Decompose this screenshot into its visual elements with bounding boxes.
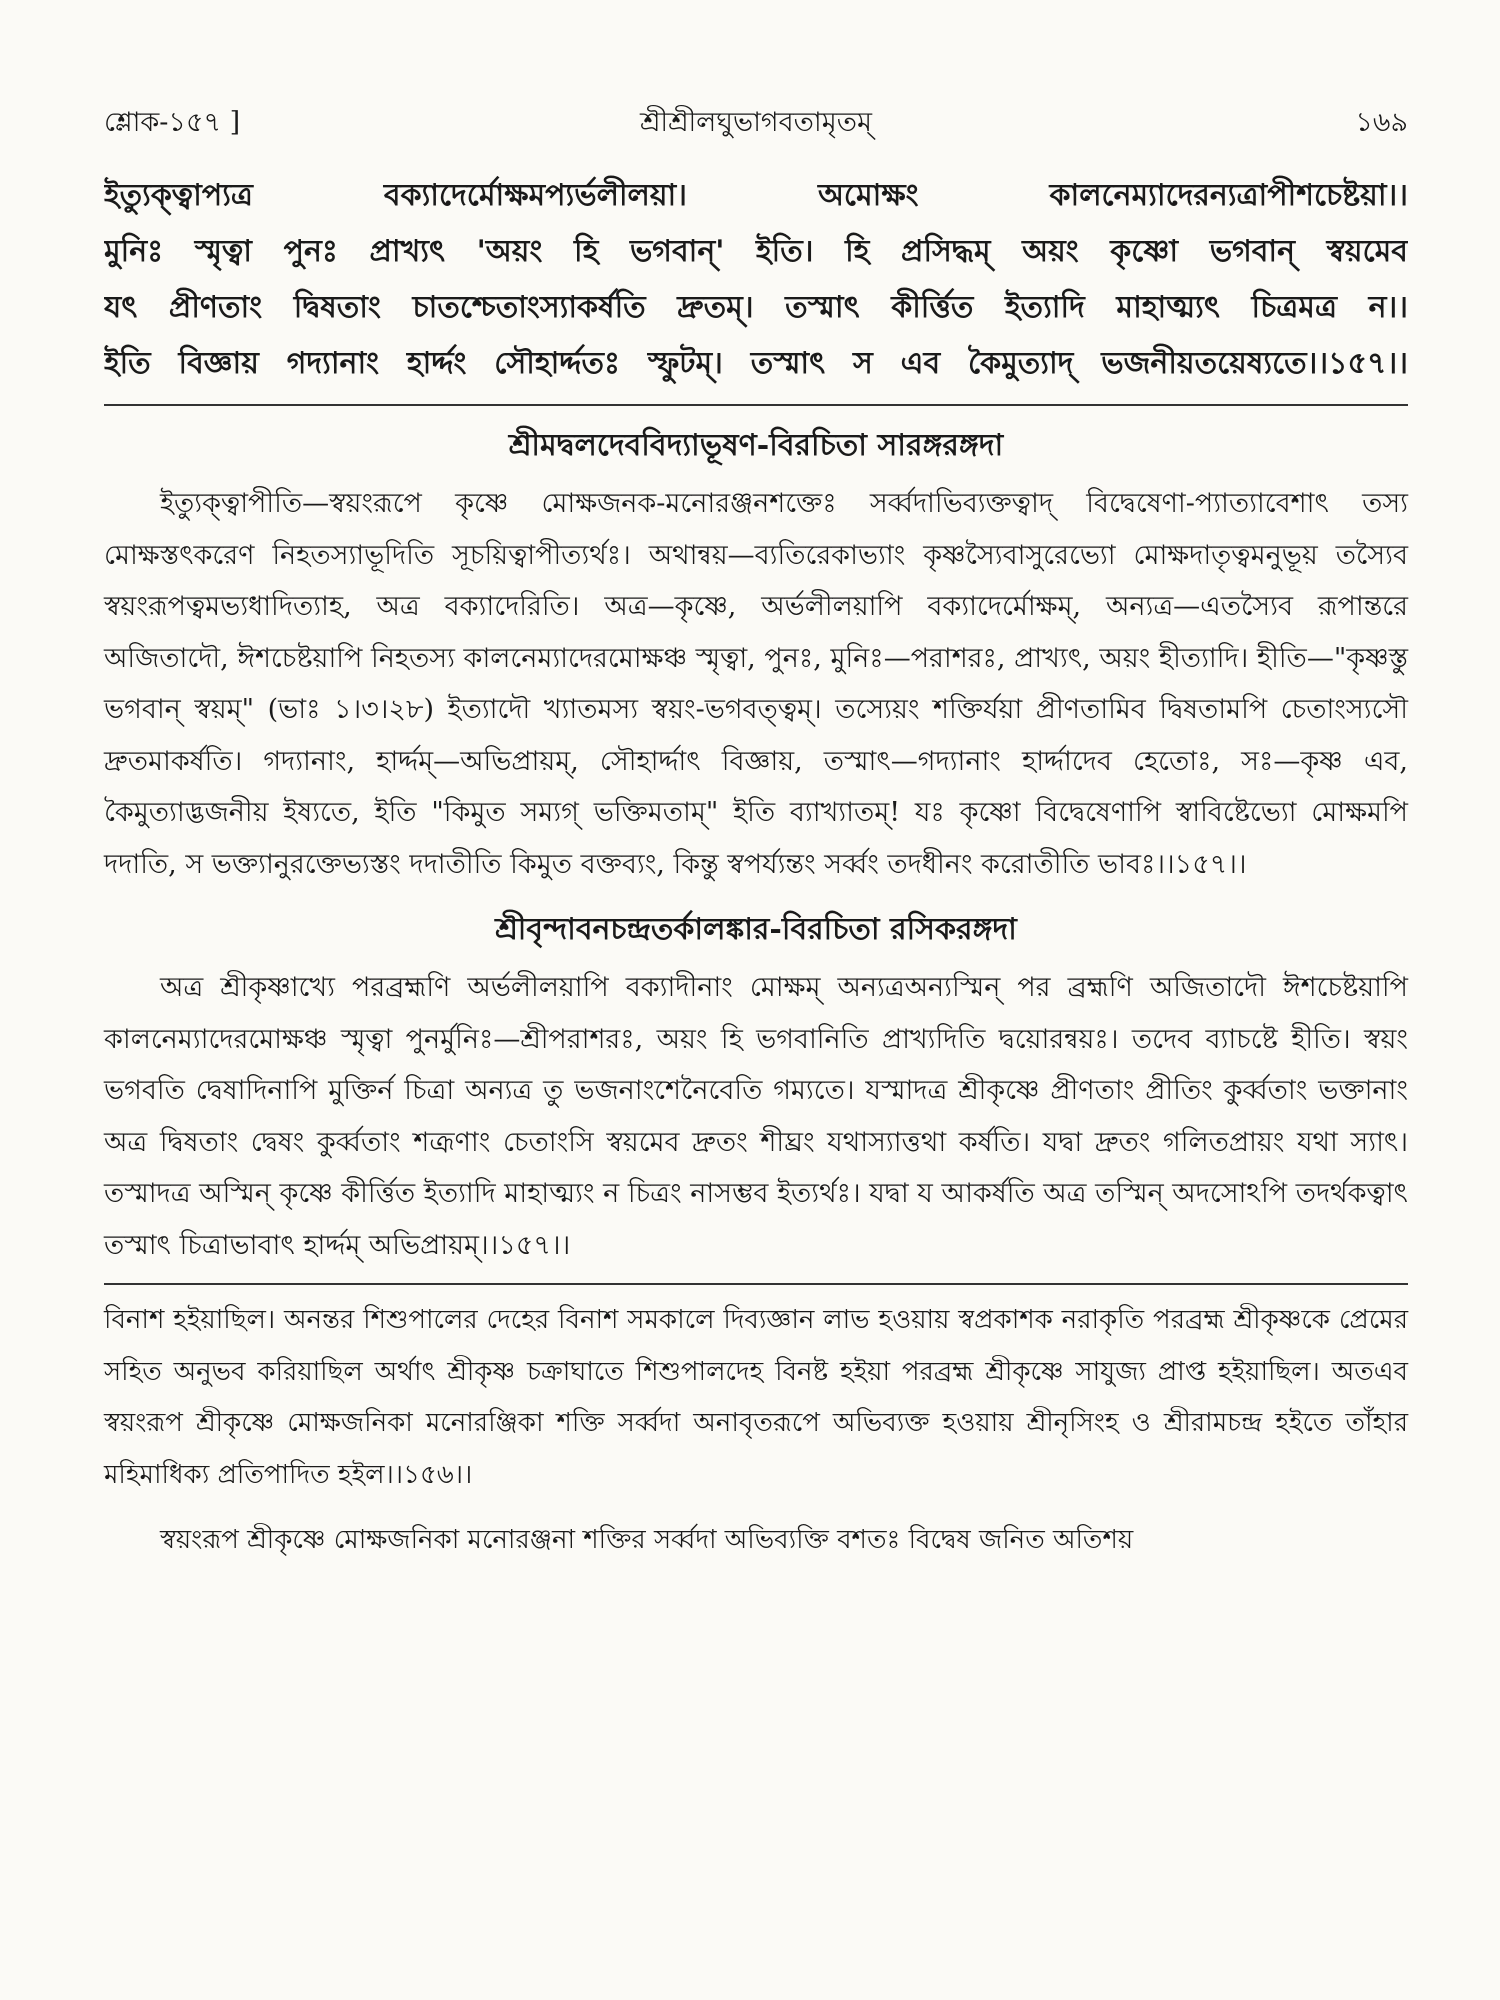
verse-line: যৎ প্রীণতাং দ্বিষতাং চাতশ্চেতাংস্যাকর্ষতি দ্রুতম্। তস্মাৎ কীর্ত্তিত ইত্যাদি মাহাত্ম্যৎ চিত্রমত্র ন।।	[104, 290, 1408, 325]
verse-line: ইত্যুক্ত্বাপ্যত্র বক্যাদের্মোক্ষমপ্যর্ভলীলয়া। অমোক্ষং কালনেম্যাদেরন্যত্রাপীশচেষ্টয়া।।	[104, 178, 1408, 213]
verse-line: মুনিঃ স্মৃত্বা পুনঃ প্রাখ্যৎ 'অয়ং হি ভগবান্' ইতি। হি প্রসিদ্ধম্ অয়ং কৃষ্ণো ভগবান্ স্বয়মেব	[104, 234, 1408, 269]
footnote-paragraph: স্বয়ংরূপ শ্রীকৃষ্ণে মোক্ষজনিকা মনোরঞ্জনা শক্তির সর্ব্বদা অভিব্যক্তি বশতঃ বিদ্বেষ জনিত অতিশয়	[160, 1525, 1134, 1555]
verse-line: ইতি বিজ্ঞায় গদ্যানাং হার্দ্দং সৌহার্দ্দতঃ স্ফুটম্। তস্মাৎ স এব কৈমুত্যাদ্ ভজনীয়তয়েষ্যতে।।১৫৭।।	[104, 346, 1408, 381]
commentary-heading: শ্রীমদ্বলদেববিদ্যাভূষণ-বিরচিতা সারঙ্গরঙ্গদা	[508, 428, 1004, 463]
verse-block	[104, 168, 1408, 392]
footnote-paragraph: বিনাশ হইয়াছিল। অনন্তর শিশুপালের দেহের বিনাশ সমকালে দিব্যজ্ঞান লাভ হওয়ায় স্বপ্রকাশক নরাকৃতি পরব্রহ্ম শ্রীকৃষ্ণকে প্রেমের সহিত অনুভব করিয়াছিল অর্থাৎ শ্রীকৃষ্ণ চক্রাঘাতে শিশুপালদেহ বিনষ্ট হইয়া পরব্রহ্ম শ্রীকৃষ্ণে সাযুজ্য প্রাপ্ত হইয়াছিল। অতএব স্বয়ংরূপ শ্রীকৃষ্ণে মোক্ষজনিকা মনোরঞ্জিকা শক্তি সর্ব্বদা অনাবৃতরূপে অভিব্যক্ত হওয়ায় শ্রীনৃসিংহ ও শ্রীরামচন্দ্র হইতে তাঁহার মহিমাধিক্য প্রতিপাদিত হইল।।১৫৬।।	[104, 1305, 1408, 1490]
commentary-text: ইত্যুক্ত্বাপীতি—স্বয়ংরূপে কৃষ্ণে মোক্ষজনক-মনোরঞ্জনশক্তেঃ সর্ব্বদাভিব্যক্তত্বাদ্ বিদ্বেষেণা-প্যাত্যাবেশাৎ তস্য মোক্ষস্তৎকরেণ নিহতস্যাভূদিতি সূচয়িত্বাপীত্যর্থঃ। অথান্বয়—ব্যতিরেকাভ্যাং কৃষ্ণস্যৈবাসুরেভ্যো মোক্ষদাতৃত্বমনুভূয় তস্যৈব স্বয়ংরূপত্বমভ্যধাদিত্যাহ, অত্র বক্যাদেরিতি। অত্র—কৃষ্ণে, অর্ভলীলয়াপি বক্যাদের্মোক্ষম্, অন্যত্র—এতস্যৈব রূপান্তরে অজিতাদৌ, ঈশচেষ্টয়াপি নিহতস্য কালনেম্যাদেরমোক্ষঞ্চ স্মৃত্বা, পুনঃ, মুনিঃ—পরাশরঃ, প্রাখ্যৎ, অয়ং হীত্যাদি। হীতি—"কৃষ্ণস্তু ভগবান্ স্বয়ম্" (ভাঃ ১।৩।২৮) ইত্যাদৌ খ্যাতমস্য স্বয়ং-ভগবত্ত্বম্। তস্যেয়ং শক্তির্যয়া প্রীণতামিব দ্বিষতামপি চেতাংস্যসৌ দ্রুতমাকর্ষতি। গদ্যানাং, হার্দ্দম্—অভিপ্রায়ম্, সৌহার্দ্দাৎ বিজ্ঞায়, তস্মাৎ—গদ্যানাং হার্দ্দাদেব হেতোঃ, সঃ—কৃষ্ণ এব, কৈমুত্যাদ্ভজনীয় ইষ্যতে, ইতি "কিমুত সম্যগ্ ভক্তিমতাম্" ইতি ব্যাখ্যাতম্! যঃ কৃষ্ণো বিদ্বেষেণাপি স্বাবিষ্টেভ্যো মোক্ষমপি দদাতি, স ভক্ত্যানুরক্তেভ্যস্তং দদাতীতি কিমুত বক্তব্যং, কিন্তু স্বপর্য্যন্তং সর্ব্বং তদধীনং করোতীতি ভাবঃ।।১৫৭।।	[104, 488, 1408, 880]
divider	[104, 404, 1408, 406]
book-title: শ্রীশ্রীলঘুভাগবতামৃতম্	[640, 107, 872, 138]
commentary-heading: শ্রীবৃন্দাবনচন্দ্রতর্কালঙ্কার-বিরচিতা রসিকরঙ্গদা	[495, 912, 1017, 947]
commentary-rasika-rangada	[104, 906, 1408, 1271]
commentary-saranga-rangada	[104, 422, 1408, 890]
translation-footnote	[104, 1295, 1408, 1565]
page-number: ১৬৯	[1355, 107, 1408, 138]
commentary-text: অত্র শ্রীকৃষ্ণাখ্যে পরব্রহ্মণি অর্ভলীলয়াপি বক্যাদীনাং মোক্ষম্ অন্যত্রঅন্যস্মিন্ পর ব্রহ্মণি অজিতাদৌ ঈশচেষ্টয়াপি কালনেম্যাদেরমোক্ষঞ্চ স্মৃত্বা পুনর্মুনিঃ—শ্রীপরাশরঃ, অয়ং হি ভগবানিতি প্রাখ্যদিতি দ্বয়োরন্বয়ঃ। তদেব ব্যাচষ্টে হীতি। স্বয়ং ভগবতি দ্বেষাদিনাপি মুক্তির্ন চিত্রা অন্যত্র তু ভজনাংশেনৈবেতি গম্যতে। যস্মাদত্র শ্রীকৃষ্ণে প্রীণতাং প্রীতিং কুর্ব্বতাং ভক্তানাং অত্র দ্বিষতাং দ্বেষং কুর্ব্বতাং শত্রূণাং চেতাংসি স্বয়মেব দ্রুতং শীঘ্রং যথাস্যাত্তথা কর্ষতি। যদ্বা দ্রুতং গলিতপ্রায়ং যথা স্যাৎ। তস্মাদত্র অস্মিন্ কৃষ্ণে কীর্ত্তিত ইত্যাদি মাহাত্ম্যং ন চিত্রং নাসম্ভব ইত্যর্থঃ। যদ্বা য আকর্ষতি অত্র তস্মিন্ অদসোঽপি তদর্থকত্বাৎ তস্মাৎ চিত্রাভাবাৎ হার্দ্দম্ অভিপ্রায়ম্।।১৫৭।।	[104, 972, 1408, 1261]
verse-reference: শ্লোক-১৫৭ ]	[104, 107, 241, 138]
divider	[104, 1283, 1408, 1285]
running-header	[104, 102, 1408, 154]
